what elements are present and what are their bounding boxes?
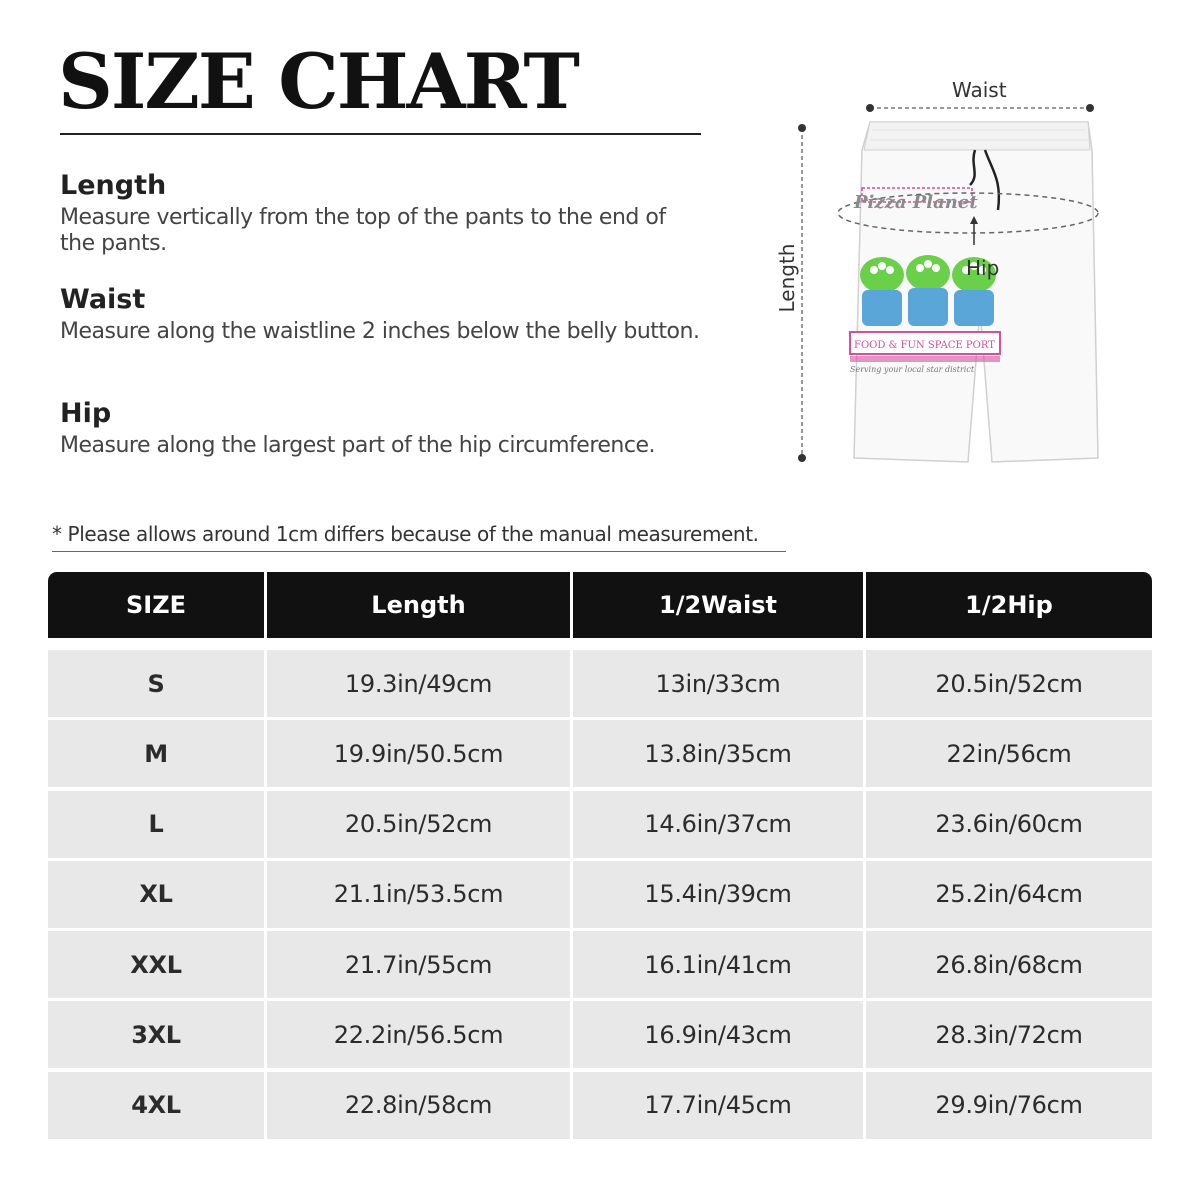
cell-half-waist: 16.9in/43cm <box>573 1001 866 1068</box>
print-banner-text: FOOD & FUN SPACE PORT <box>854 340 995 351</box>
cell-length: 21.1in/53.5cm <box>267 861 573 928</box>
cell-half-waist: 13in/33cm <box>573 650 866 717</box>
length-label: Length <box>775 243 799 313</box>
table-row <box>48 931 1152 998</box>
cell-length: 22.2in/56.5cm <box>267 1001 573 1068</box>
page-title: SIZE CHART <box>58 37 578 126</box>
table-row <box>48 720 1152 787</box>
definition-term: Length <box>60 170 167 201</box>
definition-description: Measure along the waistline 2 inches below the belly button. <box>60 319 700 344</box>
definition-description: Measure vertically from the top of the pants to the end of the pants. <box>60 205 666 256</box>
print-brand-text: Pizza Planet <box>854 192 978 213</box>
header-half-waist: 1/2Waist <box>573 572 866 638</box>
cell-length: 21.7in/55cm <box>267 931 573 998</box>
definition-length <box>60 172 700 257</box>
note-divider <box>52 551 786 552</box>
table-row <box>48 1001 1152 1068</box>
shorts-diagram <box>770 70 1130 490</box>
header-length: Length <box>267 572 573 638</box>
table-header <box>48 572 1152 638</box>
definition-description: Measure along the largest part of the hip circumference. <box>60 433 655 458</box>
print-tagline-text: Serving your local star district <box>850 365 975 374</box>
cell-half-hip: 25.2in/64cm <box>866 861 1152 928</box>
cell-half-hip: 23.6in/60cm <box>866 791 1152 858</box>
cell-size: 3XL <box>48 1001 267 1068</box>
cell-length: 20.5in/52cm <box>267 791 573 858</box>
definition-term: Waist <box>60 284 146 315</box>
table-row <box>48 650 1152 717</box>
cell-half-hip: 22in/56cm <box>866 720 1152 787</box>
table-row <box>48 861 1152 928</box>
cell-length: 19.9in/50.5cm <box>267 720 573 787</box>
definition-term: Hip <box>60 398 112 429</box>
cell-half-waist: 13.8in/35cm <box>573 720 866 787</box>
cell-size: M <box>48 720 267 787</box>
table-body <box>48 650 1152 1139</box>
table-row <box>48 1072 1152 1139</box>
cell-half-waist: 17.7in/45cm <box>573 1072 866 1139</box>
definition-hip <box>60 400 700 459</box>
header-size: SIZE <box>48 572 267 638</box>
header-half-hip: 1/2Hip <box>965 591 1053 619</box>
cell-half-waist: 16.1in/41cm <box>573 931 866 998</box>
cell-length: 22.8in/58cm <box>267 1072 573 1139</box>
cell-half-hip: 29.9in/76cm <box>866 1072 1152 1139</box>
cell-length: 19.3in/49cm <box>267 650 573 717</box>
cell-size: XL <box>48 861 267 928</box>
cell-size: L <box>48 791 267 858</box>
cell-half-hip: 20.5in/52cm <box>866 650 1152 717</box>
definition-waist <box>60 286 700 345</box>
cell-half-waist: 14.6in/37cm <box>573 791 866 858</box>
title-divider <box>60 133 701 135</box>
waist-label: Waist <box>952 78 1007 102</box>
cell-size: S <box>48 650 267 717</box>
size-table <box>48 572 1152 1142</box>
shorts-illustration <box>770 70 1130 490</box>
table-row <box>48 791 1152 858</box>
measurement-note: * Please allows around 1cm differs because of the manual measurement. <box>52 522 759 546</box>
cell-half-hip: 26.8in/68cm <box>866 931 1152 998</box>
hip-label: Hip <box>966 256 1000 280</box>
cell-size: XXL <box>48 931 267 998</box>
cell-half-hip: 28.3in/72cm <box>866 1001 1152 1068</box>
cell-half-waist: 15.4in/39cm <box>573 861 866 928</box>
cell-size: 4XL <box>48 1072 267 1139</box>
